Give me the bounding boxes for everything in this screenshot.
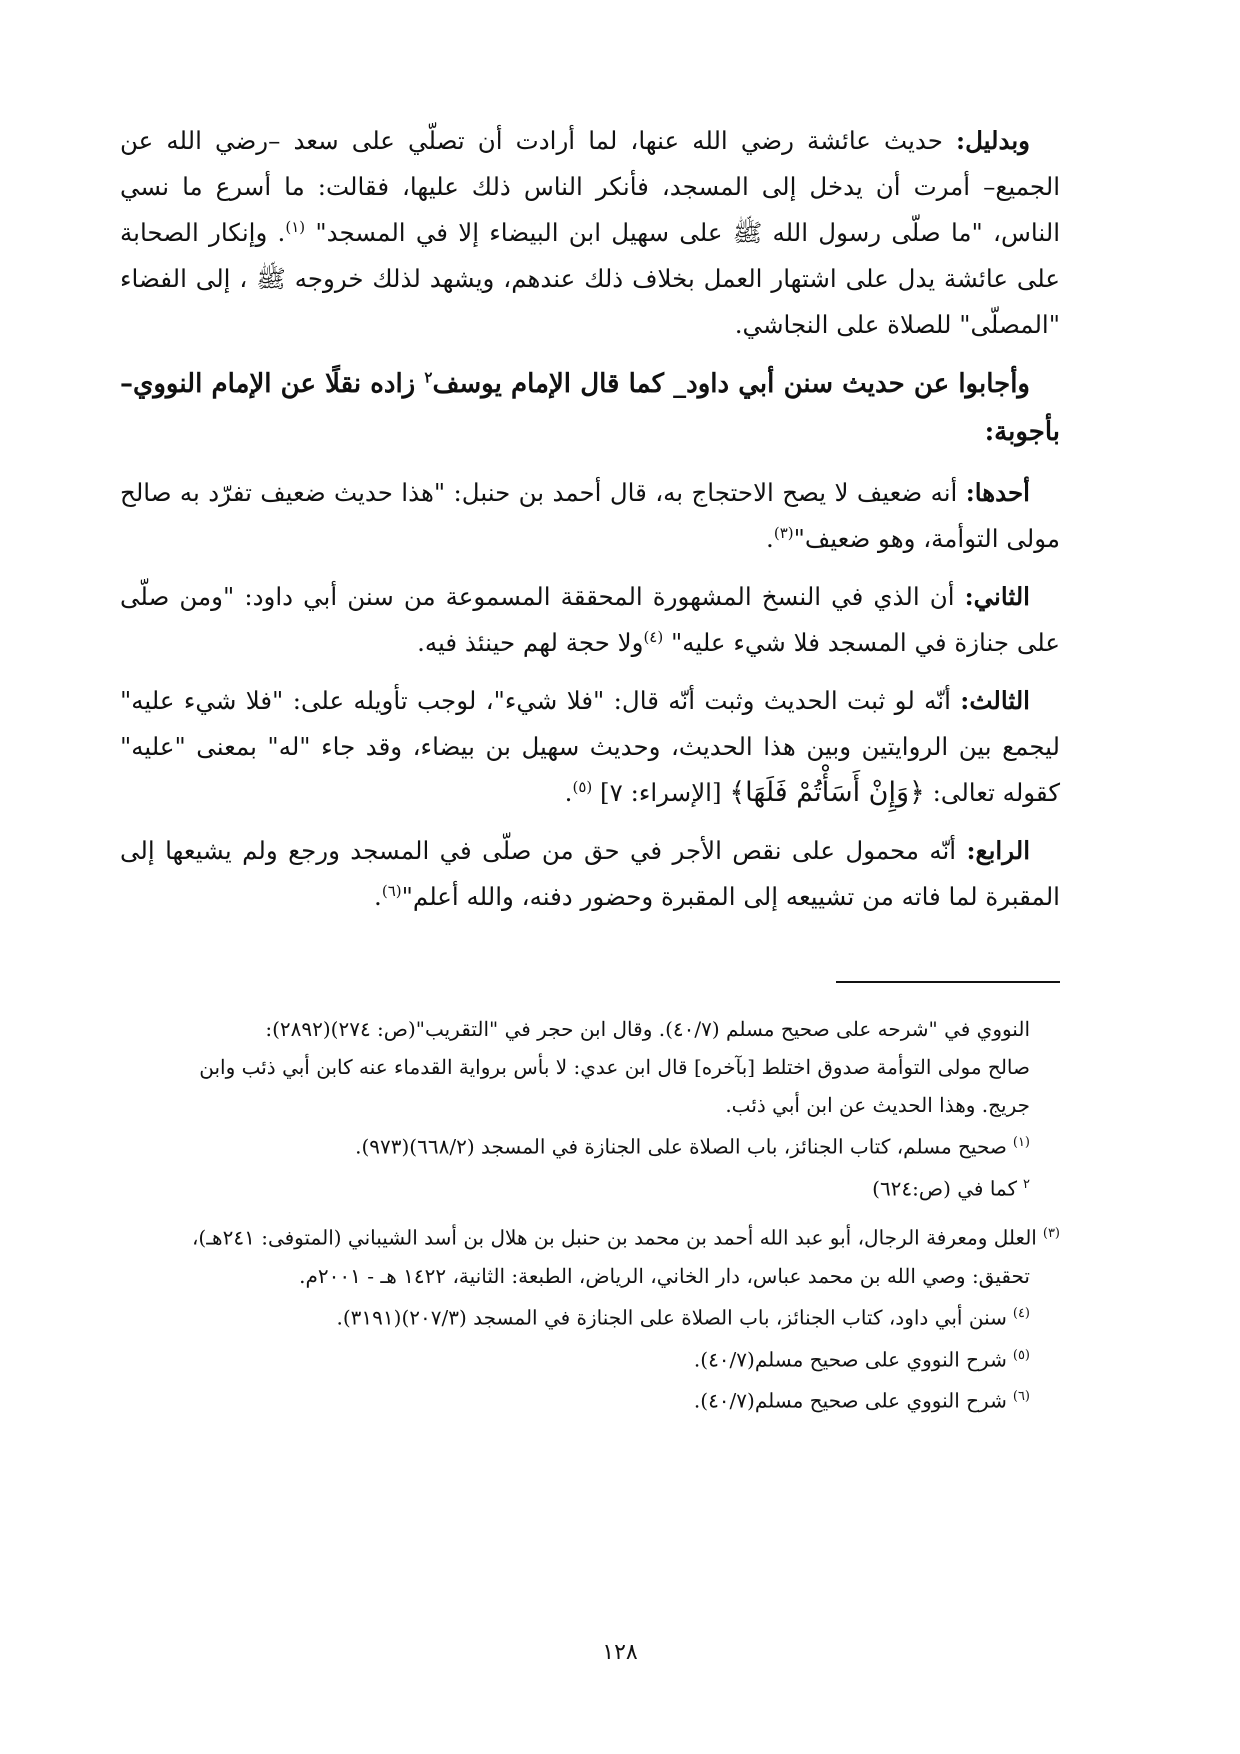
- footnote-continuation: صالح مولى التوأمة صدوق اختلط [بآخره] قال ابن عدي: لا بأس برواية القدماء عنه كابن أبي ذئب وابن: [199, 1055, 1030, 1079]
- paragraph-fourth-answer: [120, 828, 1060, 920]
- footnote-3: [120, 1215, 1060, 1257]
- paragraph-text: أنّه لو ثبت الحديث وثبت أنّه قال: "فلا شيء"، لوجب تأويله على: "فلا شيء عليه" ليجمع بين الروايتين وبين هذا الحديث، وحديث سهيل بن بيضاء، وقد جاء "له" بمعنى "عليه" كقوله تعالى:: [120, 686, 1060, 807]
- footnote-number: (٣): [1042, 1226, 1060, 1242]
- section-heading: [120, 360, 1060, 456]
- paragraph-text: أنّه محمول على نقص الأجر في حق من صلّى في المسجد ورجع ولم يشيعها إلى المقبرة لما فاته من تشييعه إلى المقبرة وحضور دفنه، والله أعلم": [120, 836, 1060, 911]
- footnote-6: [120, 1378, 1060, 1420]
- footnote-ref: (٣): [773, 523, 794, 542]
- footnote-number: (٦): [1012, 1389, 1030, 1405]
- footnote-ref: (٦): [381, 881, 402, 900]
- paragraph-text: أن الذي في النسخ المشهورة المحققة المسموعة من سنن أبي داود: "ومن صلّى على جنازة في المسجد فلا شيء عليه": [120, 582, 1060, 657]
- footnote-number: (١): [1012, 1135, 1030, 1150]
- footnote-text: كما في (ص:٦٢٤): [872, 1176, 1018, 1201]
- footnote-separator: [836, 981, 1060, 983]
- paragraph-text: ولا حجة لهم حينئذ فيه.: [417, 628, 644, 657]
- paragraph-lead-first: أحدها:: [965, 478, 1030, 507]
- footnote-text: صحيح مسلم، كتاب الجنائز، باب الصلاة على الجنازة في المسجد (٦٦٨/٢)(٩٧٣).: [355, 1134, 1007, 1159]
- footnote-ref: (١): [285, 217, 306, 236]
- heading-text: وأجابوا عن حديث سنن أبي داود_ كما قال الإمام يوسف: [432, 369, 1030, 399]
- footnote-continuation: النووي في "شرحه على صحيح مسلم (٤٠/٧). وقال ابن حجر في "التقريب"(ص: ٢٧٤)(٢٨٩٢):: [265, 1017, 1030, 1041]
- paragraph-text: أنه ضعيف لا يصح الاحتجاج به، قال أحمد بن حنبل: "هذا حديث ضعيف تفرّد به صالح مولى التوأمة، وهو ضعيف": [120, 478, 1060, 553]
- footnote-3-continuation: تحقيق: وصي الله بن محمد عباس، دار الخاني، الرياض، الطبعة: الثانية، ١٤٢٢ هـ - ٢٠٠١م.: [299, 1263, 1030, 1288]
- quran-verse: ﴿وَإِنْ أَسَأْتُمْ فَلَهَا﴾: [729, 777, 925, 808]
- footnote-ref: (٥): [572, 777, 593, 796]
- footnotes: [120, 1010, 1060, 1420]
- paragraph-evidence: [120, 118, 1060, 348]
- footnote-ref: (٤): [643, 627, 664, 646]
- paragraph-first-answer: [120, 470, 1060, 562]
- footnote-2: [120, 1166, 1060, 1208]
- footnote-number: (٥): [1012, 1347, 1030, 1363]
- footnote-4: [120, 1295, 1060, 1337]
- paragraph-second-answer: [120, 574, 1060, 666]
- footnote-ref: ٢: [424, 368, 433, 387]
- paragraph-third-answer: [120, 678, 1060, 816]
- paragraph-text: . وإنكار الصحابة على عائشة يدل على اشتهار العمل بخلاف ذلك عندهم، ويشهد لذلك خروجه ﷺ ، إلى الفضاء "المصلّى" للصلاة على النجاشي.: [120, 218, 1060, 339]
- paragraph-lead-third: الثالث:: [960, 686, 1030, 715]
- verse-citation: [الإسراء: ٧]: [592, 778, 730, 807]
- heading-text: زاده نقلًا عن الإمام النووي– بأجوبة:: [120, 369, 1060, 447]
- paragraph-text: .: [766, 524, 774, 553]
- paragraph-text: .: [374, 882, 382, 911]
- footnote-number: (٤): [1012, 1305, 1030, 1321]
- footnote-text: شرح النووي على صحيح مسلم(٤٠/٧).: [693, 1347, 1007, 1372]
- paragraph-lead-evidence: وبدليل:: [956, 126, 1030, 155]
- paragraph-lead-fourth: الرابع:: [966, 836, 1030, 865]
- main-text: [120, 118, 1060, 932]
- paragraph-lead-second: الثاني:: [964, 582, 1030, 611]
- footnote-number: ٢: [1023, 1176, 1030, 1192]
- footnote-continuation: جريج. وهذا الحديث عن ابن أبي ذئب.: [725, 1093, 1030, 1117]
- paragraph-text: .: [564, 778, 573, 807]
- footnote-text: العلل ومعرفة الرجال، أبو عبد الله أحمد بن محمد بن حنبل بن هلال بن أسد الشيباني (المتوفى: ٢٤١هـ)،: [191, 1225, 1037, 1250]
- footnote-1: [120, 1124, 1060, 1166]
- paragraph-text: حديث عائشة رضي الله عنها، لما أرادت أن تصلّي على سعد –رضي الله عن الجميع– أمرت أن يدخل إلى المسجد، فأنكر الناس ذلك عليها، فقالت: ما أسرع ما نسي الناس، "ما صلّى رسول الله ﷺ على سهيل ابن البيضاء إلا في المسجد": [120, 126, 1061, 247]
- footnote-text: شرح النووي على صحيح مسلم(٤٠/٧).: [693, 1388, 1007, 1413]
- footnote-5: [120, 1337, 1060, 1379]
- page-number: ١٢٨: [602, 1640, 638, 1665]
- footnote-text: سنن أبي داود، كتاب الجنائز، باب الصلاة على الجنازة في المسجد (٢٠٧/٣)(٣١٩١).: [336, 1305, 1007, 1330]
